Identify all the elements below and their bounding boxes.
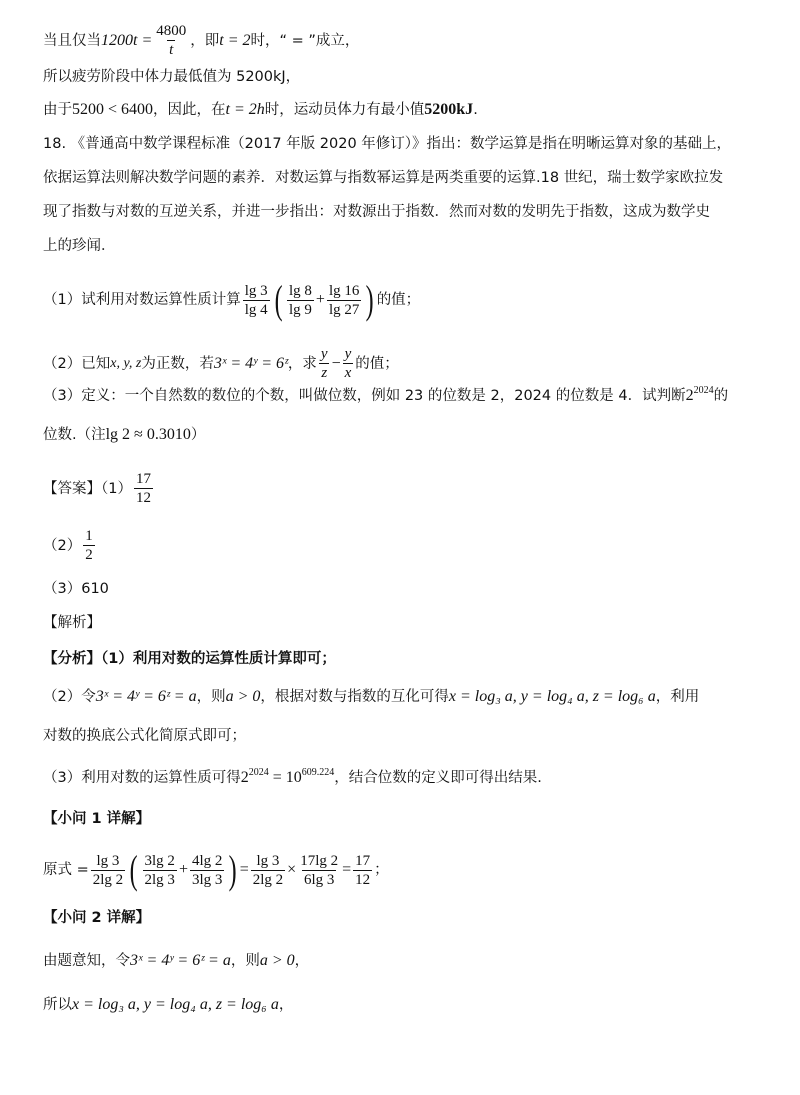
denominator: x xyxy=(344,365,352,381)
fraction xyxy=(134,470,153,507)
numerator: y xyxy=(344,346,352,362)
numerator: 4800 xyxy=(156,23,187,39)
operator: = xyxy=(342,861,352,878)
operator: × xyxy=(287,861,297,878)
math: 5200kJ xyxy=(424,101,474,118)
exponent: 2024 xyxy=(693,385,714,396)
fraction xyxy=(343,345,354,382)
base: 2 xyxy=(685,387,694,404)
denominator: 2lg 3 xyxy=(144,871,175,888)
operator: = xyxy=(239,861,249,878)
numerator: 3lg 2 xyxy=(144,852,175,869)
text: 所以 xyxy=(43,997,72,1013)
numerator: lg 3 xyxy=(256,852,280,869)
math: 3ˣ = 4ʸ = 6ᶻ = a xyxy=(95,688,197,705)
fraction xyxy=(287,282,314,319)
text-line-min-fatigue xyxy=(43,66,770,88)
math: lg 2 ≈ 0.3010 xyxy=(105,426,191,443)
text: ，结合位数的定义即可得出结果. xyxy=(334,770,542,786)
numerator: lg 3 xyxy=(244,282,268,299)
sub-question-2-tag xyxy=(43,907,770,929)
text-line-conclusion xyxy=(43,99,770,121)
sub-question-2-line-1 xyxy=(43,950,770,972)
operator: + xyxy=(315,291,325,308)
text: ，则 xyxy=(230,953,260,969)
sub-question-1-solution xyxy=(43,847,770,892)
numerator: 17 xyxy=(355,852,371,869)
text-line-equality-condition xyxy=(43,22,770,59)
text: 对数的换底公式化简原式即可； xyxy=(43,728,246,744)
text: 当且仅当 xyxy=(43,32,101,49)
math: 5200 < 6400 xyxy=(72,101,154,118)
part-1-question xyxy=(43,277,770,322)
text: 18. 《普通高中数学课程标准（2017 年版 2020 年修订）》指出：数学运算是指在明晰运算对象的基础上， xyxy=(43,136,732,152)
numerator: lg 8 xyxy=(288,282,312,299)
text: 依据运算法则解决数学问题的素养．对数运算与指数幂运算是两类重要的运算.18 世纪，瑞士数学家欧拉发 xyxy=(43,170,724,186)
right-paren: ) xyxy=(229,847,238,892)
text: （3）定义：一个自然数的数位的个数，叫做位数，例如 23 的位数是 2，2024 的位数是 4．试判断 xyxy=(43,388,686,404)
text: 原式 = xyxy=(43,862,89,878)
denominator: t xyxy=(169,42,174,58)
exponent: 609.224 xyxy=(301,767,335,778)
text: （3）利用对数的运算性质可得 xyxy=(43,770,241,786)
text: ； xyxy=(374,862,389,878)
text: 的值； xyxy=(355,355,399,372)
denominator: lg 27 xyxy=(328,301,360,318)
math: 3ˣ = 4ʸ = 6ᶻ xyxy=(213,354,288,372)
fraction xyxy=(91,852,125,889)
fraction xyxy=(154,22,188,59)
math: t = 2 xyxy=(219,31,251,49)
text: （2） xyxy=(43,537,82,554)
math: 3ˣ = 4ʸ = 6ᶻ = a xyxy=(130,952,231,969)
answer-2 xyxy=(43,527,770,564)
text: 【小问 1 详解】 xyxy=(43,811,151,827)
numerator: lg 16 xyxy=(328,282,360,299)
answer-1 xyxy=(43,470,770,507)
exponent: 2024 xyxy=(248,767,269,778)
analysis-part-2-line-1 xyxy=(43,686,770,708)
answer-3 xyxy=(43,578,770,600)
left-paren: ( xyxy=(274,277,283,322)
text: 的值； xyxy=(376,292,421,308)
text: . xyxy=(473,102,478,118)
denominator: 6lg 3 xyxy=(303,871,335,888)
text: （2）令 xyxy=(43,689,96,705)
base: 2 xyxy=(240,769,249,786)
power-expression xyxy=(686,385,714,407)
math: a > 0 xyxy=(225,688,261,705)
text: ，求 xyxy=(287,355,317,372)
text: 时，运动员体力有最小值 xyxy=(264,102,425,118)
numerator: 17lg 2 xyxy=(300,852,339,869)
text: ， xyxy=(278,997,294,1013)
analysis-tag xyxy=(43,612,770,634)
text: 上的珍闻． xyxy=(43,238,116,254)
text: （1）试利用对数运算性质计算 xyxy=(43,292,241,308)
math: x, y, z xyxy=(110,355,142,371)
fraction xyxy=(243,282,270,319)
numerator: lg 3 xyxy=(96,852,120,869)
denominator: lg 4 xyxy=(244,301,268,318)
answer-tag: 【答案】（1） xyxy=(43,480,132,497)
text: 由于 xyxy=(43,102,72,118)
question-18-line-3 xyxy=(43,201,770,223)
text: 现了指数与对数的互逆关系，并进一步指出：对数源出于指数．然而对数的发明先于指数，这成为数学史 xyxy=(43,204,710,220)
right-paren: ) xyxy=(366,277,375,322)
denominator: 12 xyxy=(355,871,371,888)
question-18-line-2 xyxy=(43,167,770,189)
fraction xyxy=(143,852,177,889)
text: 所以疲劳阶段中体力最低值为 5200kJ， xyxy=(43,69,301,85)
text: （2）已知 xyxy=(43,355,111,372)
denominator: 3lg 3 xyxy=(191,871,223,888)
power-equation xyxy=(241,767,335,789)
fraction xyxy=(251,852,285,889)
math: 1200t = xyxy=(101,31,153,49)
text: 【分析】（1）利用对数的运算性质计算即可； xyxy=(43,651,336,667)
part-3-question-line-2 xyxy=(43,424,770,446)
fraction xyxy=(327,282,361,319)
numerator: y xyxy=(320,346,328,362)
numerator: 1 xyxy=(85,528,93,544)
denominator: 12 xyxy=(135,490,151,506)
fraction xyxy=(298,852,340,889)
part-3-question-line-1 xyxy=(43,385,770,407)
numerator: 4lg 2 xyxy=(191,852,223,869)
text: 【小问 2 详解】 xyxy=(43,910,151,926)
numerator: 17 xyxy=(135,471,151,487)
analysis-part-3 xyxy=(43,767,770,789)
analysis-part-2-line-2 xyxy=(43,725,770,747)
sub-question-1-tag xyxy=(43,808,770,830)
math: x = log₃ a, y = log₄ a, z = log₆ a xyxy=(72,996,279,1013)
math: a > 0 xyxy=(259,952,295,969)
fraction xyxy=(319,345,330,382)
fraction xyxy=(190,852,224,889)
text: 的 xyxy=(713,388,729,404)
text: 位数.（注 xyxy=(43,427,106,443)
text: ，即 xyxy=(190,32,220,49)
denominator: z xyxy=(321,365,328,381)
denominator: 2lg 2 xyxy=(92,871,124,888)
operator: + xyxy=(178,861,188,878)
text: ，则 xyxy=(196,689,226,705)
denominator: 2lg 2 xyxy=(252,871,284,888)
text: ，根据对数与指数的互化可得 xyxy=(260,689,449,705)
fraction xyxy=(83,527,95,564)
text: ，因此，在 xyxy=(153,102,226,118)
text: 【解析】 xyxy=(43,615,101,631)
question-18-line-4 xyxy=(43,235,770,257)
analysis-part-1 xyxy=(43,648,770,670)
operator: − xyxy=(331,354,341,372)
denominator: lg 9 xyxy=(288,301,312,318)
question-18-line-1 xyxy=(43,133,770,155)
math: t = 2h xyxy=(225,101,265,118)
text: ，利用 xyxy=(655,689,700,705)
text: （3）610 xyxy=(43,581,109,597)
text: 由题意知，令 xyxy=(43,953,130,969)
part-2-question xyxy=(43,345,770,382)
text: ） xyxy=(190,427,206,443)
left-paren: ( xyxy=(129,847,138,892)
sub-question-2-line-2 xyxy=(43,994,770,1016)
text: ， xyxy=(294,953,310,969)
text: 为正数，若 xyxy=(141,355,214,372)
text: 时，“ = ”成立， xyxy=(250,32,360,49)
fraction xyxy=(353,852,372,889)
math: = 10 xyxy=(268,769,302,786)
denominator: 2 xyxy=(85,547,93,563)
math: x = log₃ a, y = log₄ a, z = log₆ a xyxy=(448,688,656,705)
